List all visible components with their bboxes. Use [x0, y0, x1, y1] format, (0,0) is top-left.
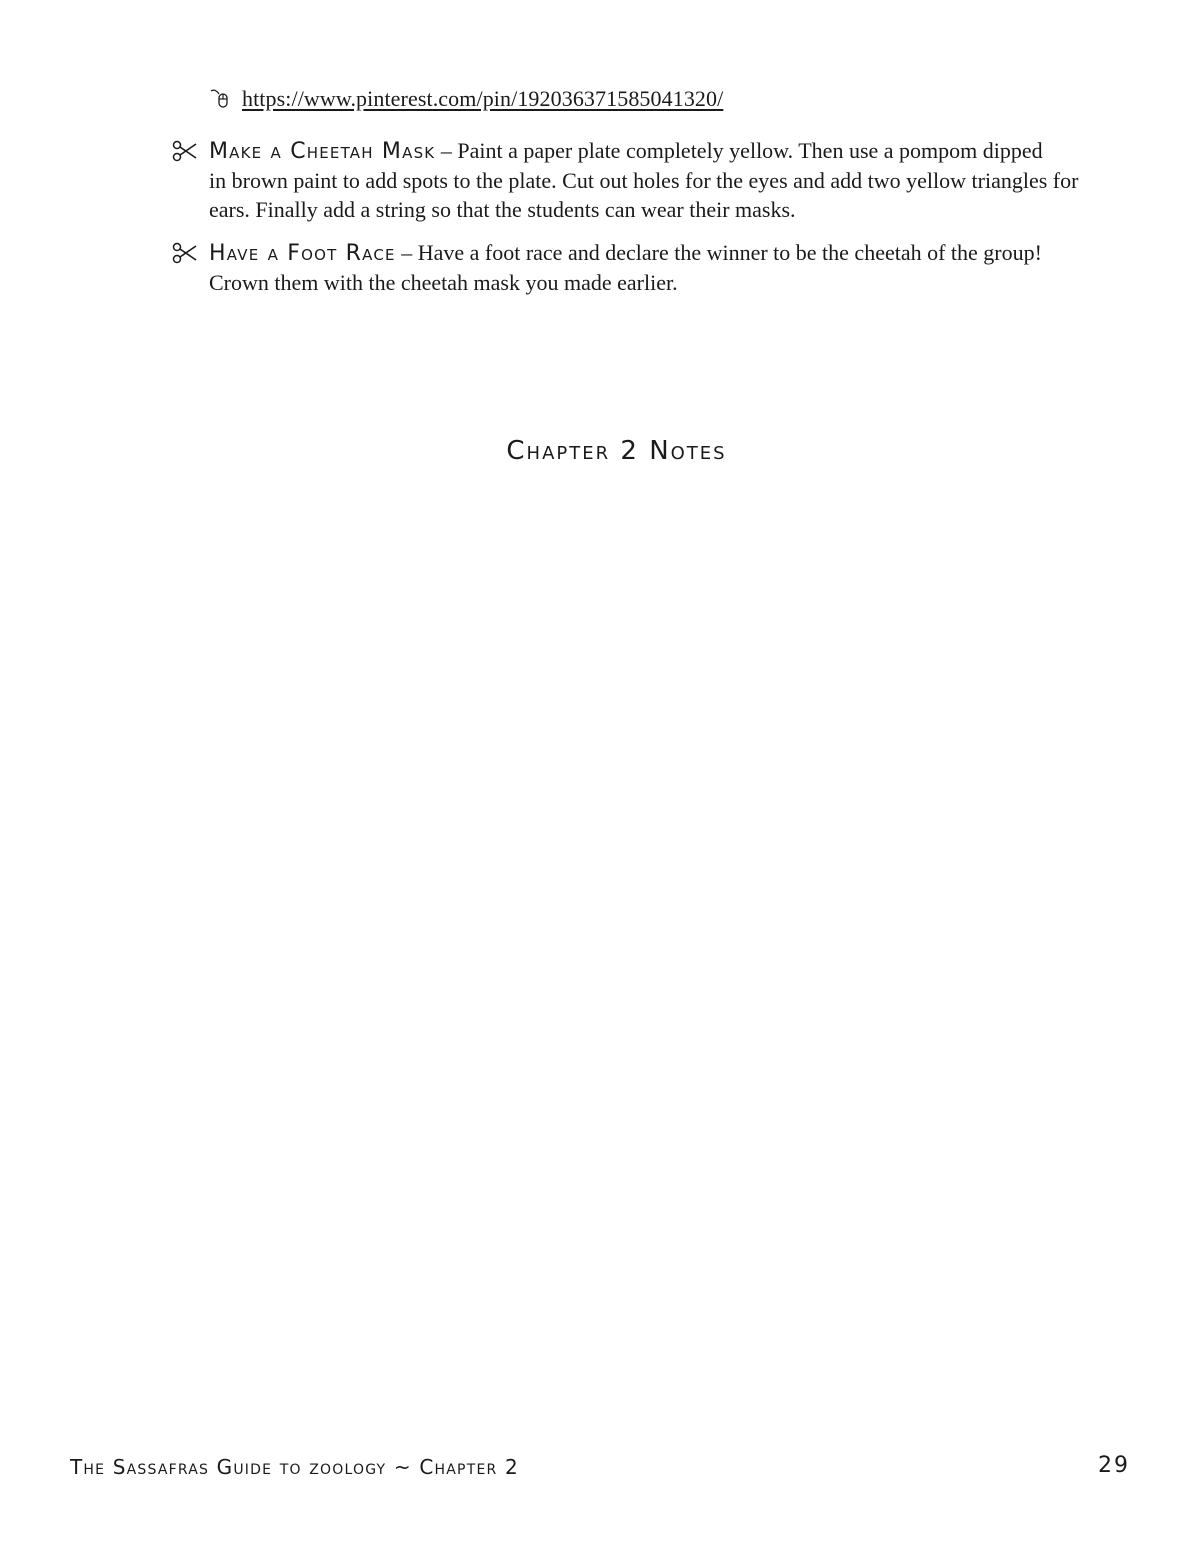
activity-foot-race — [172, 238, 1132, 297]
activity-dash: – — [435, 138, 458, 163]
activity-text-line: Have a foot race and declare the winner to be the cheetah of the group! — [417, 240, 1042, 265]
resource-link-row — [208, 86, 723, 112]
activity-text-line: Paint a paper plate completely yellow. Then use a pompom dipped — [457, 138, 1043, 163]
scissors-icon — [172, 140, 198, 162]
activity-text-line: in brown paint to add spots to the plate. Cut out holes for the eyes and add two yellow triangles for — [209, 168, 1079, 193]
activity-dash: – — [395, 240, 418, 265]
activity-text-line: Crown them with the cheetah mask you made earlier. — [209, 270, 678, 295]
mouse-icon — [208, 87, 232, 111]
scissors-icon — [172, 242, 198, 264]
pinterest-link[interactable]: https://www.pinterest.com/pin/192036371585041320/ — [242, 86, 724, 111]
activity-title: Have a Foot Race — [209, 241, 396, 266]
footer-book-title: The Sassafras Guide to zoology ~ Chapter 2 — [70, 1455, 519, 1479]
chapter-notes-heading: Chapter 2 Notes — [506, 436, 727, 466]
activity-text-line: ears. Finally add a string so that the students can wear their masks. — [209, 197, 796, 222]
activity-cheetah-mask — [172, 136, 1132, 224]
page-number: 29 — [1098, 1453, 1130, 1478]
activity-title: Make a Cheetah Mask — [209, 139, 436, 164]
